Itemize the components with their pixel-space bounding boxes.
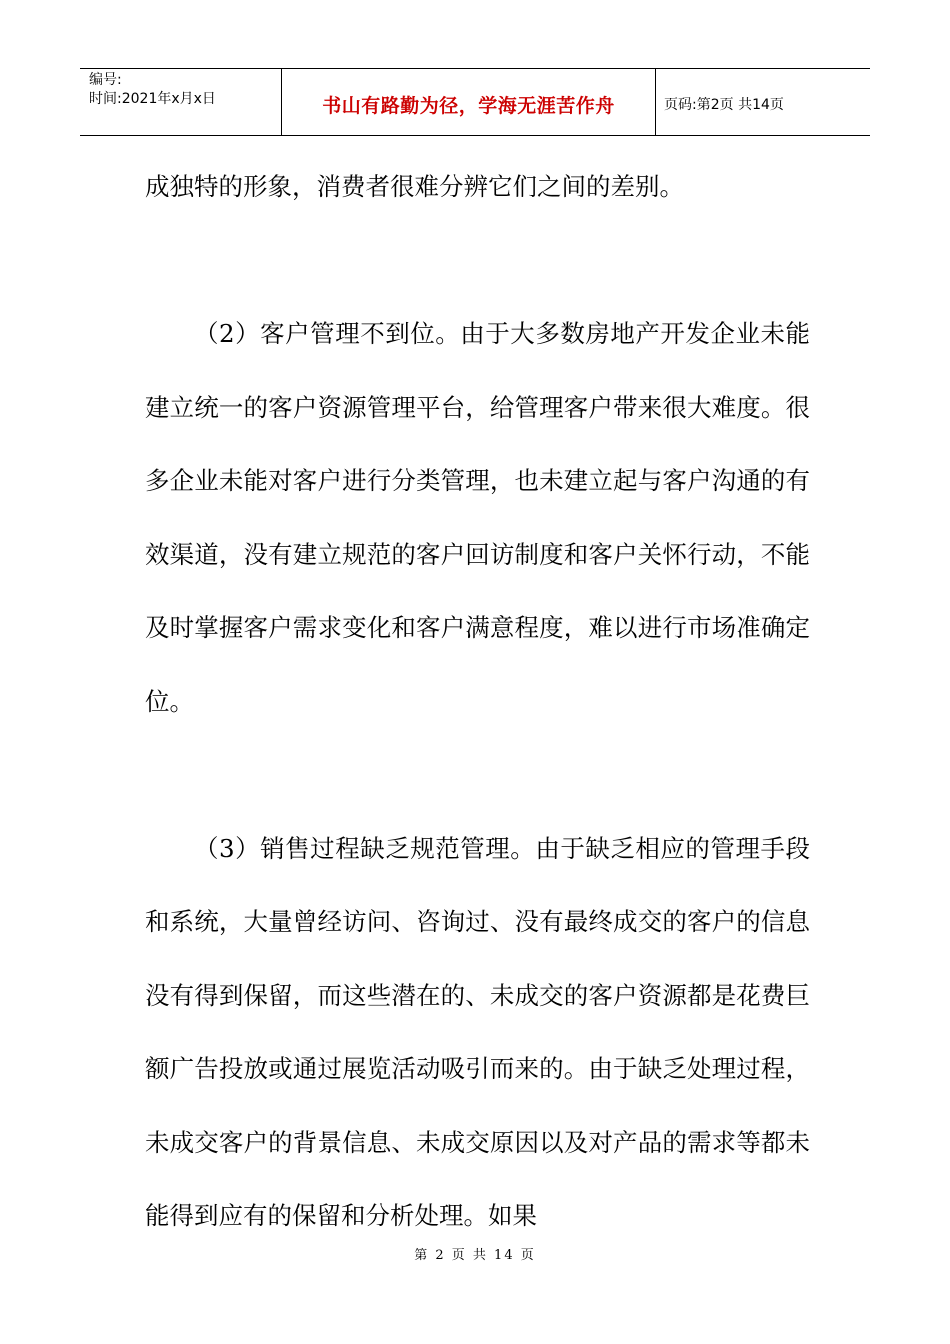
- page-footer: 第 2 页 共 14 页: [414, 1248, 536, 1263]
- header-meta: [80, 69, 282, 135]
- paragraph-continuation: 成独特的形象，消费者很难分辨它们之间的差别。: [145, 172, 684, 201]
- header-motto-cell: [282, 69, 656, 135]
- paragraph-customer-management: （2）客户管理不到位。由于大多数房地产开发企业未能建立统一的客户资源管理平台，给管理客户带来很大难度。很多企业未能对客户进行分类管理，也未建立起与客户沟通的有效渠道，没有建立规范的客户回访制度和客户关怀行动，不能及时掌握客户需求变化和客户满意程度，难以进行市场准确定位。: [145, 319, 810, 716]
- date-label: 时间:2021年x月x日: [89, 91, 216, 107]
- paragraph-sales-process: （3）销售过程缺乏规范管理。由于缺乏相应的管理手段和系统，大量曾经访问、咨询过、没有最终成交的客户的信息没有得到保留，而这些潜在的、未成交的客户资源都是花费巨额广告投放或通过展览活动吸引而来的。由于缺乏处理过程，未成交客户的背景信息、未成交原因以及对产品的需求等都未能得到应有的保留和分析处理。如果: [145, 833, 810, 1230]
- paragraph-gap: [145, 738, 810, 812]
- header-motto: 书山有路勤为径，学海无涯苦作舟: [322, 94, 615, 117]
- document-body: [145, 150, 810, 1253]
- number-label: 编号:: [89, 72, 122, 88]
- header-page-label: 页码:第2页 共14页: [664, 97, 784, 113]
- paragraph-gap: [145, 224, 810, 298]
- header-page-cell: [656, 69, 870, 135]
- page-header: [80, 68, 870, 136]
